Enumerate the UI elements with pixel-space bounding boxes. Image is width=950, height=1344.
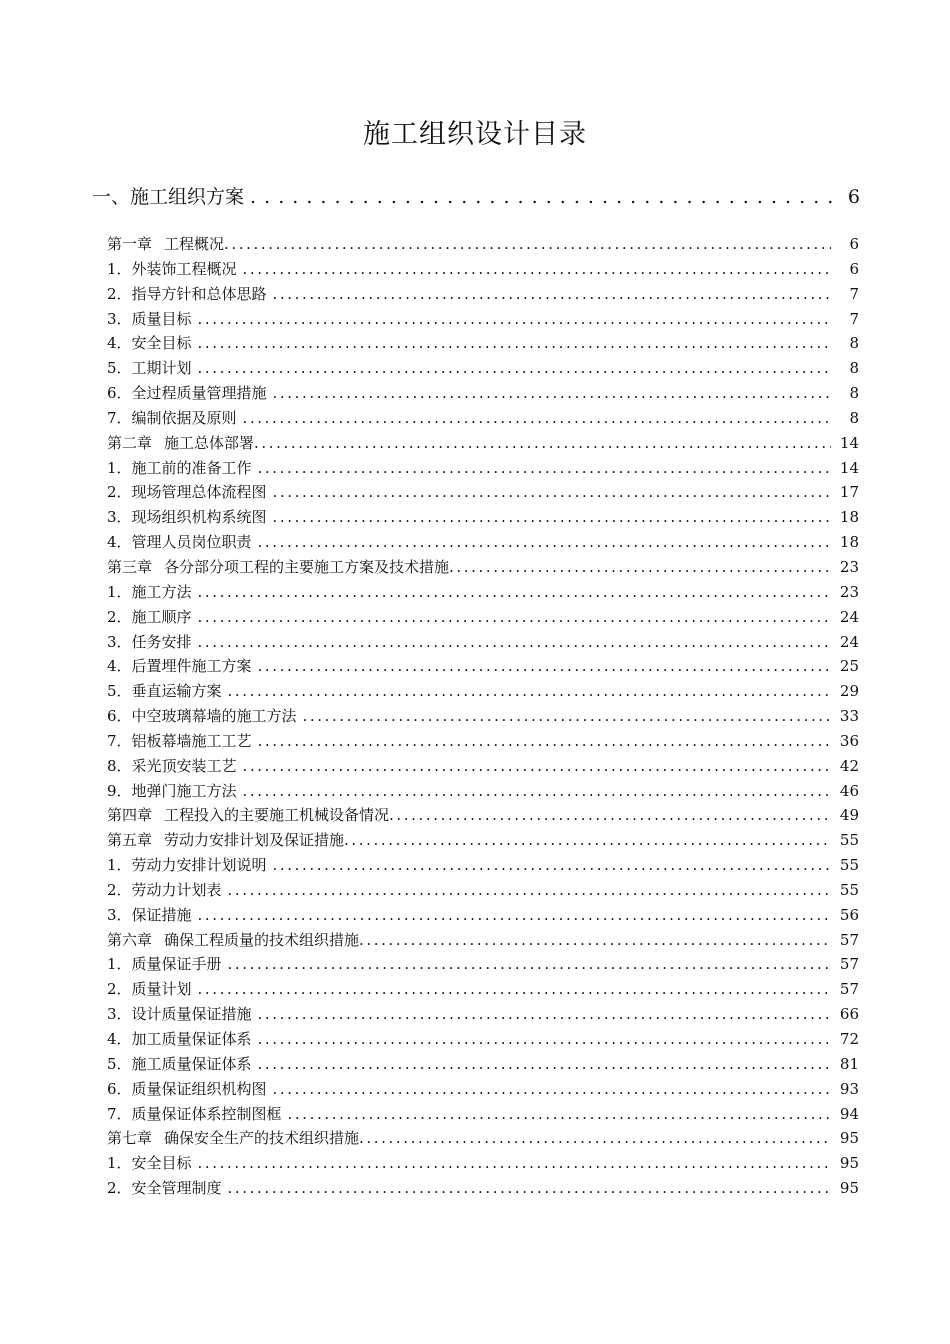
dot-leader: [273, 508, 831, 526]
toc-item-entry[interactable]: [107, 780, 859, 805]
entry-label: 2．安全管理制度: [107, 1179, 222, 1198]
entry-label: 7．质量保证体系控制图框: [107, 1104, 282, 1123]
toc-item-entry[interactable]: [107, 1053, 859, 1078]
toc-item-entry[interactable]: [107, 631, 859, 656]
toc-item-entry[interactable]: [107, 1028, 859, 1053]
toc-item-entry[interactable]: [107, 506, 859, 531]
entry-page-number: 94: [839, 1104, 859, 1123]
dot-leader: [258, 1005, 831, 1023]
toc-item-entry[interactable]: [107, 531, 859, 556]
dot-leader: [250, 186, 832, 208]
dot-leader: [273, 1080, 831, 1098]
part-page-number: 6: [847, 186, 860, 208]
chapter-number: 第二章: [107, 433, 153, 452]
dot-leader: [273, 483, 831, 501]
toc-part-heading[interactable]: [92, 182, 860, 212]
toc-chapter-entry[interactable]: [107, 432, 859, 457]
toc-chapter-entry[interactable]: [107, 929, 859, 954]
entry-label: 1．施工方法: [107, 582, 192, 601]
dot-leader: [228, 955, 831, 973]
toc-item-entry[interactable]: [107, 481, 859, 506]
entry-page-number: 93: [839, 1079, 859, 1098]
entry-label: 4．安全目标: [107, 334, 192, 353]
entry-page-number: 8: [849, 408, 859, 427]
dot-leader: [359, 931, 831, 949]
dot-leader: [198, 906, 831, 924]
entry-page-number: 81: [839, 1054, 859, 1073]
entry-label: 6．质量保证组织机构图: [107, 1079, 267, 1098]
dot-leader: [224, 235, 831, 253]
dot-leader: [449, 558, 831, 576]
entry-page-number: 7: [849, 309, 859, 328]
toc-item-entry[interactable]: [107, 755, 859, 780]
entry-page-number: 46: [839, 781, 859, 800]
entry-label: 工程投入的主要施工机械设备情况: [164, 806, 390, 825]
toc-item-entry[interactable]: [107, 332, 859, 357]
toc-item-entry[interactable]: [107, 978, 859, 1003]
dot-leader: [198, 334, 831, 352]
dot-leader: [198, 633, 831, 651]
dot-leader: [228, 881, 831, 899]
entry-label: 2．指导方针和总体思路: [107, 284, 267, 303]
entry-page-number: 42: [839, 756, 859, 775]
toc-item-entry[interactable]: [107, 680, 859, 705]
entry-label: 4．管理人员岗位职责: [107, 533, 252, 552]
entry-label: 5．施工质量保证体系: [107, 1054, 252, 1073]
entry-label: 3．保证措施: [107, 905, 192, 924]
entry-page-number: 23: [839, 557, 859, 576]
part-label: 施工组织方案: [130, 186, 245, 208]
toc-item-entry[interactable]: [107, 854, 859, 879]
entry-label: 施工总体部署: [164, 433, 255, 452]
toc-item-entry[interactable]: [107, 655, 859, 680]
entry-page-number: 57: [839, 930, 859, 949]
chapter-number: 第四章: [107, 806, 153, 825]
entry-label: 2．现场管理总体流程图: [107, 483, 267, 502]
dot-leader: [243, 260, 831, 278]
entry-label: 1．施工前的准备工作: [107, 458, 252, 477]
entry-page-number: 49: [839, 806, 859, 825]
entry-page-number: 8: [849, 384, 859, 403]
entry-label: 5．垂直运输方案: [107, 682, 222, 701]
toc-item-entry[interactable]: [107, 258, 859, 283]
entry-label: 确保安全生产的技术组织措施: [164, 1129, 360, 1148]
toc-item-entry[interactable]: [107, 953, 859, 978]
entry-label: 3．现场组织机构系统图: [107, 508, 267, 527]
entry-page-number: 29: [839, 682, 859, 701]
toc-list: [107, 233, 859, 1202]
part-number: 一、: [92, 186, 131, 208]
toc-item-entry[interactable]: [107, 407, 859, 432]
entry-page-number: 24: [839, 632, 859, 651]
entry-label: 7．铝板幕墙施工工艺: [107, 731, 252, 750]
page-title: 施工组织设计目录: [363, 119, 587, 150]
entry-label: 3．设计质量保证措施: [107, 1005, 252, 1024]
entry-label: 2．质量计划: [107, 980, 192, 999]
dot-leader: [254, 434, 831, 452]
entry-page-number: 57: [839, 955, 859, 974]
dot-leader: [258, 1030, 831, 1048]
toc-item-entry[interactable]: [107, 382, 859, 407]
toc-item-entry[interactable]: [107, 879, 859, 904]
entry-page-number: 57: [839, 980, 859, 999]
chapter-number: 第六章: [107, 930, 153, 949]
entry-page-number: 95: [839, 1154, 859, 1173]
dot-leader: [243, 757, 831, 775]
toc-chapter-entry[interactable]: [107, 804, 859, 829]
entry-label: 确保工程质量的技术组织措施: [164, 930, 360, 949]
entry-page-number: 18: [839, 508, 859, 527]
entry-label: 1．安全目标: [107, 1154, 192, 1173]
toc-item-entry[interactable]: [107, 904, 859, 929]
dot-leader: [258, 1055, 831, 1073]
dot-leader: [258, 732, 831, 750]
dot-leader: [228, 1179, 831, 1197]
dot-leader: [198, 980, 831, 998]
chapter-number: 第五章: [107, 831, 153, 850]
toc-item-entry[interactable]: [107, 308, 859, 333]
entry-page-number: 24: [839, 607, 859, 626]
entry-label: 1．外装饰工程概况: [107, 259, 237, 278]
entry-page-number: 55: [839, 831, 859, 850]
entry-page-number: 6: [849, 259, 859, 278]
entry-page-number: 66: [839, 1005, 859, 1024]
dot-leader: [359, 1129, 831, 1147]
dot-leader: [243, 782, 831, 800]
toc-item-entry[interactable]: [107, 1103, 859, 1128]
entry-label: 4．加工质量保证体系: [107, 1030, 252, 1048]
entry-label: 2．施工顺序: [107, 607, 192, 626]
entry-label: 6．全过程质量管理措施: [107, 384, 267, 403]
entry-label: 5．工期计划: [107, 359, 192, 378]
chapter-number: 第三章: [107, 557, 153, 576]
entry-label: 3．任务安排: [107, 632, 192, 651]
entry-page-number: 8: [849, 359, 859, 378]
entry-page-number: 17: [839, 483, 859, 502]
entry-label: 3．质量目标: [107, 309, 192, 328]
toc-item-entry[interactable]: [107, 581, 859, 606]
toc-chapter-entry[interactable]: [107, 233, 859, 258]
entry-label: 各分部分项工程的主要施工方案及技术措施: [164, 557, 450, 576]
chapter-number: 第七章: [107, 1129, 153, 1148]
dot-leader: [288, 1105, 831, 1123]
dot-leader: [303, 707, 831, 725]
entry-page-number: 6: [849, 235, 859, 253]
entry-label: 工程概况: [164, 235, 225, 253]
entry-page-number: 33: [839, 707, 859, 726]
toc-item-entry[interactable]: [107, 1177, 859, 1202]
dot-leader: [258, 533, 831, 551]
toc-item-entry[interactable]: [107, 1078, 859, 1103]
entry-page-number: 25: [839, 657, 859, 676]
entry-page-number: 23: [839, 582, 859, 601]
dot-leader: [273, 856, 831, 874]
toc-chapter-entry[interactable]: [107, 1127, 859, 1152]
entry-label: 7．编制依据及原则: [107, 408, 237, 427]
entry-label: 4．后置埋件施工方案: [107, 657, 252, 676]
dot-leader: [198, 359, 831, 377]
dot-leader: [273, 285, 831, 303]
dot-leader: [389, 806, 831, 824]
dot-leader: [344, 831, 831, 849]
entry-label: 9．地弹门施工方法: [107, 781, 237, 800]
toc-item-entry[interactable]: [107, 283, 859, 308]
entry-page-number: 7: [849, 284, 859, 303]
entry-page-number: 72: [839, 1030, 859, 1048]
dot-leader: [198, 1154, 831, 1172]
entry-label: 1．质量保证手册: [107, 955, 222, 974]
toc-item-entry[interactable]: [107, 730, 859, 755]
entry-page-number: 18: [839, 533, 859, 552]
entry-page-number: 8: [849, 334, 859, 353]
dot-leader: [228, 682, 831, 700]
dot-leader: [273, 384, 831, 402]
dot-leader: [258, 459, 831, 477]
entry-page-number: 55: [839, 880, 859, 899]
entry-page-number: 55: [839, 856, 859, 875]
toc-item-entry[interactable]: [107, 457, 859, 482]
toc-chapter-entry[interactable]: [107, 829, 859, 854]
toc-item-entry[interactable]: [107, 1003, 859, 1028]
entry-label: 2．劳动力计划表: [107, 880, 222, 899]
entry-label: 8．采光顶安装工艺: [107, 756, 237, 775]
toc-item-entry[interactable]: [107, 357, 859, 382]
chapter-number: 第一章: [107, 235, 153, 253]
toc-item-entry[interactable]: [107, 1152, 859, 1177]
entry-page-number: 36: [839, 731, 859, 750]
toc-item-entry[interactable]: [107, 606, 859, 631]
entry-page-number: 14: [839, 458, 859, 477]
entry-page-number: 95: [839, 1129, 859, 1148]
dot-leader: [258, 657, 831, 675]
dot-leader: [243, 409, 831, 427]
dot-leader: [198, 608, 831, 626]
entry-page-number: 95: [839, 1179, 859, 1198]
toc-item-entry[interactable]: [107, 705, 859, 730]
entry-page-number: 14: [839, 433, 859, 452]
toc-chapter-entry[interactable]: [107, 556, 859, 581]
entry-label: 6．中空玻璃幕墙的施工方法: [107, 707, 297, 726]
entry-label: 劳动力安排计划及保证措施: [164, 831, 345, 850]
entry-page-number: 56: [839, 905, 859, 924]
entry-label: 1．劳动力安排计划说明: [107, 856, 267, 875]
dot-leader: [198, 583, 831, 601]
dot-leader: [198, 310, 831, 328]
